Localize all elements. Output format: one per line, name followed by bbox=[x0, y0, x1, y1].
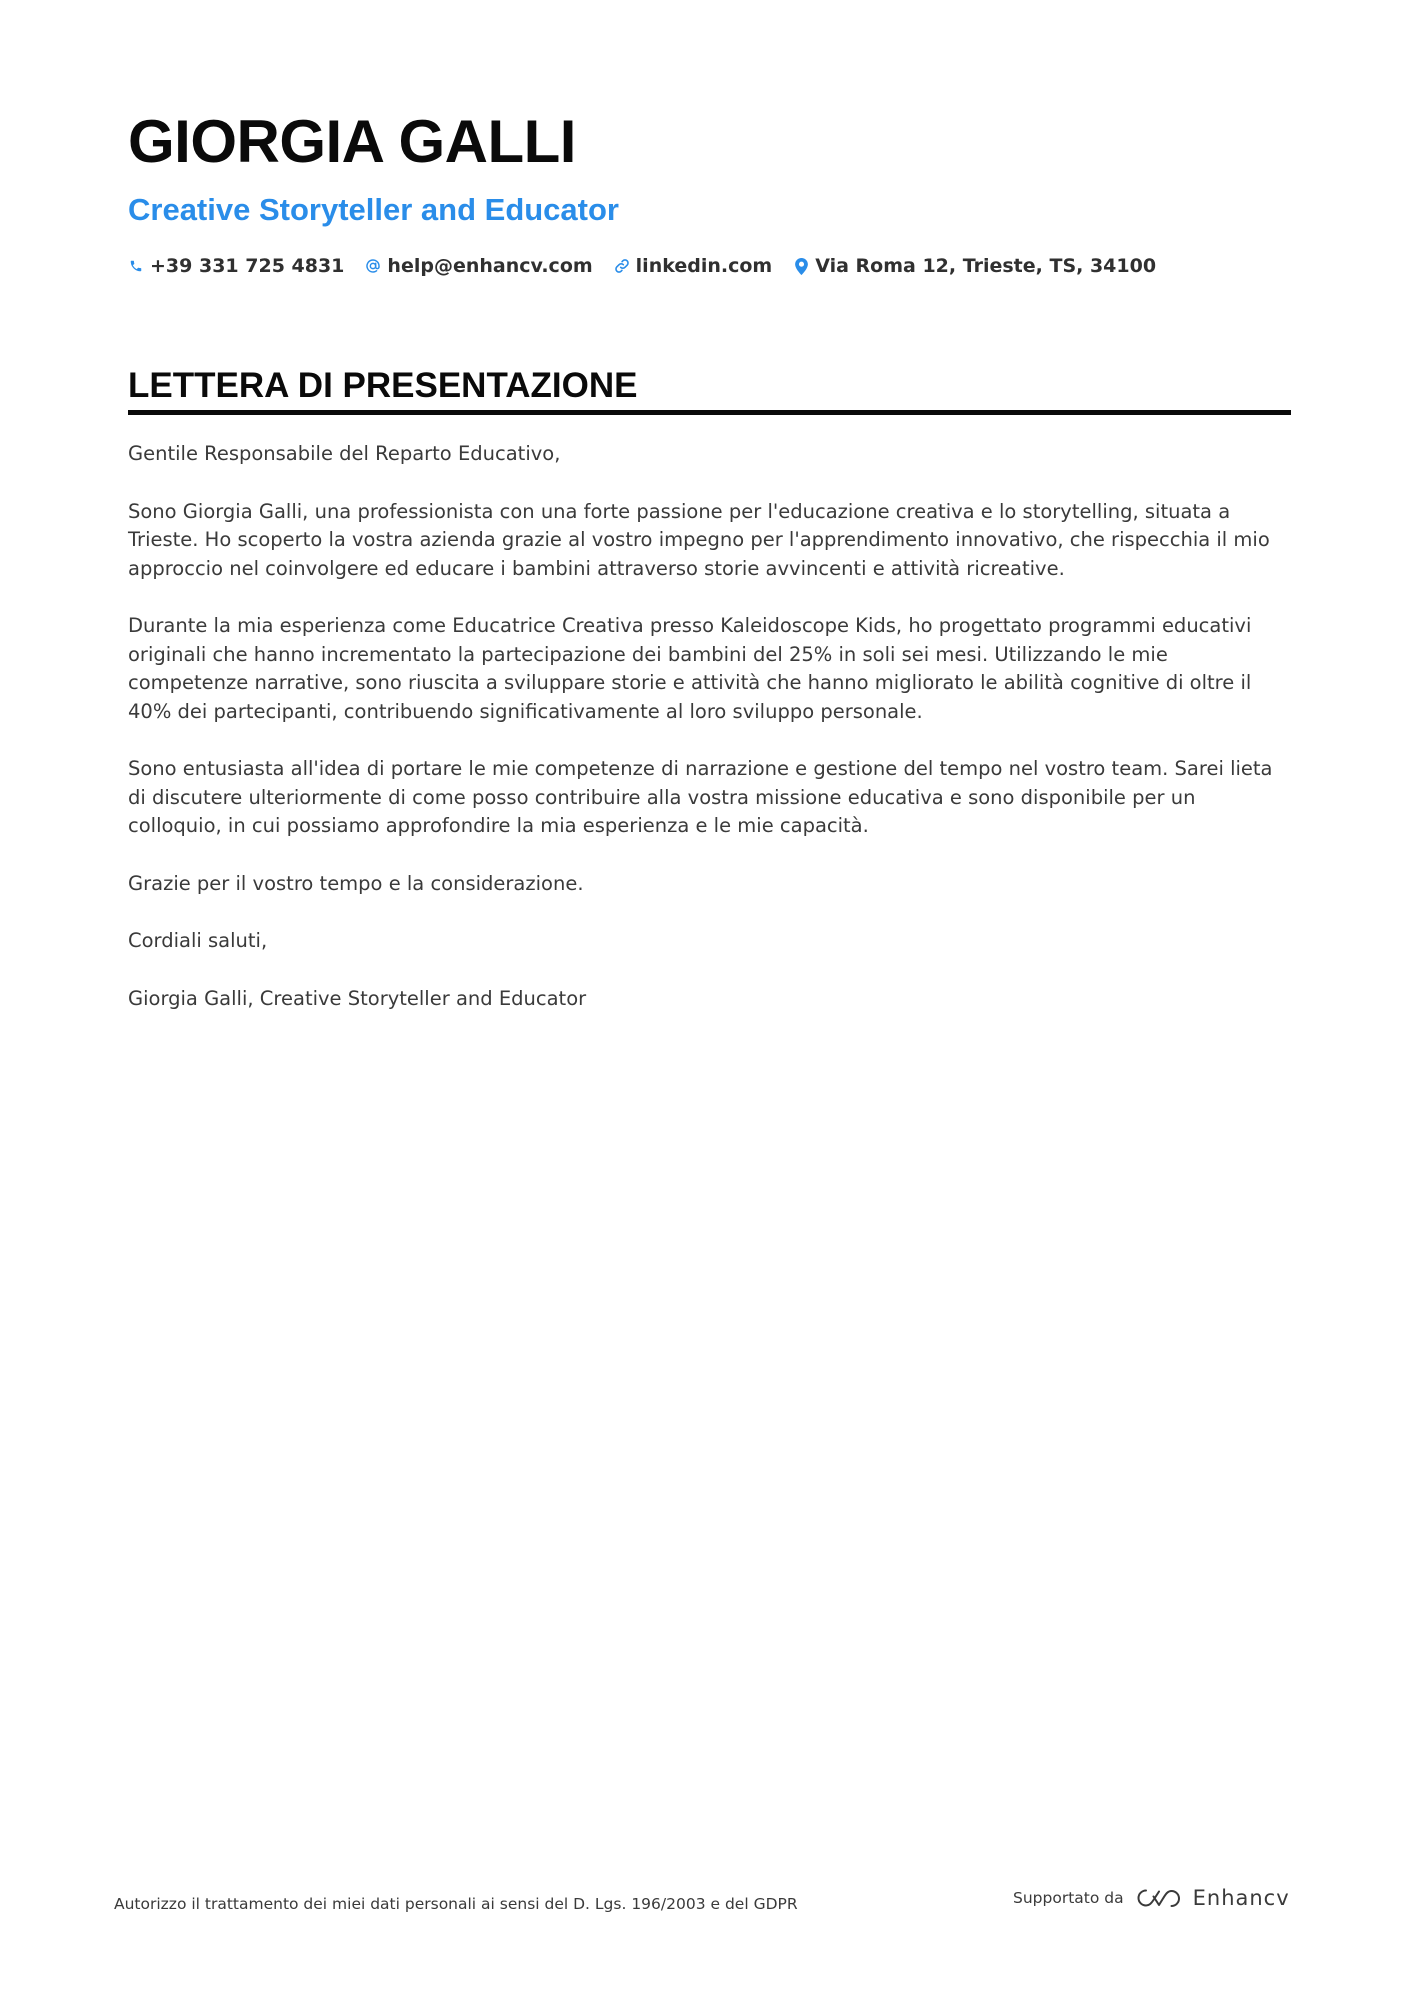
letter-body bbox=[128, 440, 1291, 1042]
section-title: LETTERA DI PRESENTAZIONE bbox=[128, 368, 1291, 415]
letter-paragraph: Durante la mia esperienza come Educatrice Creativa presso Kaleidoscope Kids, ho progettato programmi educativi originali che hanno incrementato la partecipazione dei bambini del 25% in soli sei mesi. Utilizzando le mie competenze narrative, sono riuscita a sviluppare storie e attività che hanno migliorato le abilità cognitive di oltre il 40% dei partecipanti, contribuendo significativamente al loro sviluppo personale. bbox=[128, 614, 1252, 723]
location-pin-icon bbox=[793, 257, 809, 275]
phone-icon bbox=[128, 257, 144, 275]
link-icon bbox=[614, 257, 630, 275]
candidate-name: GIORGIA GALLI bbox=[128, 108, 576, 175]
letter-salutation: Gentile Responsabile del Reparto Educativo, bbox=[128, 442, 561, 465]
candidate-title: Creative Storyteller and Educator bbox=[128, 192, 619, 227]
letter-signature: Giorgia Galli, Creative Storyteller and Educator bbox=[128, 986, 587, 1010]
letter-closing: Cordiali saluti, bbox=[128, 929, 268, 952]
contact-email[interactable] bbox=[365, 255, 592, 277]
contact-row bbox=[128, 255, 1177, 277]
supported-by-label: Supportato da bbox=[1013, 1889, 1124, 1907]
enhancv-logo-icon bbox=[1135, 1887, 1181, 1909]
at-icon bbox=[365, 257, 381, 275]
contact-address bbox=[793, 255, 1156, 277]
letter-thanks: Grazie per il vostro tempo e la considerazione. bbox=[128, 871, 584, 895]
letter-paragraph: Sono entusiasta all'idea di portare le mie competenze di narrazione e gestione del tempo nel vostro team. Sarei lieta di discutere ulteriormente di come posso contribuire alla vostra missione educativa e sono disponibile per un colloquio, in cui possiamo approfondire la mia esperienza e le mie capacità. bbox=[128, 757, 1273, 837]
contact-address-text: Via Roma 12, Trieste, TS, 34100 bbox=[815, 255, 1157, 277]
contact-phone bbox=[128, 255, 344, 277]
contact-linkedin-text: linkedin.com bbox=[635, 255, 773, 277]
letter-paragraph: Sono Giorgia Galli, una professionista con una forte passione per l'educazione creativa e lo storytelling, situata a Trieste. Ho scoperto la vostra azienda grazie al vostro impegno per l'apprendimento innovativo, che rispecchia il mio approccio nel coinvolgere ed educare i bambini attraverso storie avvincenti e attività ricreative. bbox=[128, 499, 1270, 580]
footer-branding[interactable] bbox=[1013, 1886, 1290, 1910]
footer-consent: Autorizzo il trattamento dei miei dati personali ai sensi del D. Lgs. 196/2003 e del GDPR bbox=[114, 1895, 798, 1913]
contact-linkedin[interactable] bbox=[614, 255, 773, 277]
contact-phone-text: +39 331 725 4831 bbox=[150, 255, 345, 277]
contact-email-text: help@enhancv.com bbox=[387, 255, 593, 277]
brand-name: Enhancv bbox=[1192, 1886, 1290, 1910]
